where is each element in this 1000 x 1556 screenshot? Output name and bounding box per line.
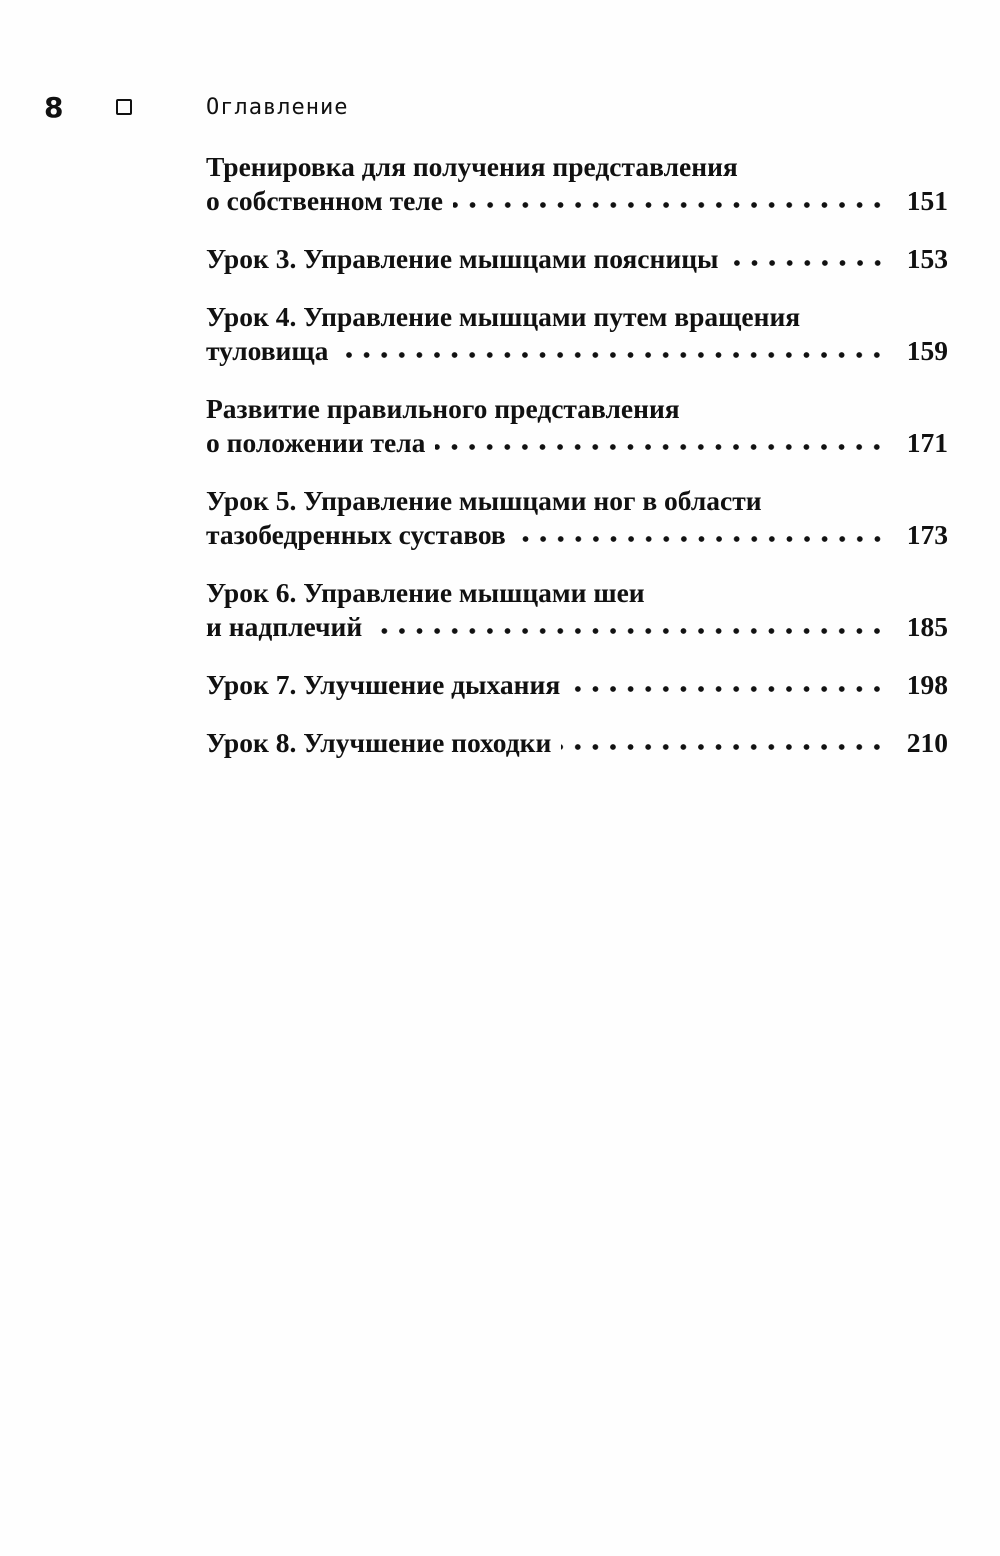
- toc-entry-last-line: [206, 668, 948, 702]
- toc-entry-last-line: [206, 426, 948, 460]
- toc-entry-last-line: [206, 518, 948, 552]
- dot-leader: [338, 352, 886, 358]
- toc-entry-title-end: тазобедренных суставов: [206, 519, 506, 550]
- section-title: Оглавление: [206, 95, 349, 120]
- toc-entry-title-end: и надплечий: [206, 611, 363, 642]
- toc-entry-title-end: Урок 3. Управление мышцами поясницы: [206, 243, 719, 274]
- toc-page-number: 151: [906, 185, 948, 216]
- toc-entry: [206, 484, 948, 552]
- toc-entry-title-end: Урок 7. Улучшение дыхания: [206, 669, 561, 700]
- toc-entry: [206, 150, 948, 218]
- dot-leader: [372, 628, 886, 634]
- toc-entry-title-end: о собственном теле: [206, 185, 443, 216]
- page-number: 8: [44, 91, 64, 124]
- toc-entry: [206, 668, 948, 702]
- toc-entry-last-line: [206, 726, 948, 760]
- dot-leader: [570, 686, 886, 692]
- dot-leader: [561, 744, 886, 750]
- table-of-contents: [206, 150, 948, 784]
- toc-entry: [206, 726, 948, 760]
- dot-leader: [453, 202, 886, 208]
- toc-page-number: 159: [906, 335, 948, 366]
- dot-leader: [435, 444, 886, 450]
- toc-page-number: 198: [906, 669, 948, 700]
- toc-entry: [206, 242, 948, 276]
- toc-page-number: 173: [906, 519, 948, 550]
- toc-entry-title-end: Урок 8. Улучшение походки: [206, 727, 552, 758]
- toc-entry-last-line: [206, 334, 948, 368]
- toc-page-number: 210: [906, 727, 948, 758]
- square-bullet-icon: [116, 99, 132, 115]
- toc-page-number: 171: [906, 427, 948, 458]
- dot-leader: [729, 260, 886, 266]
- toc-page-number: 153: [906, 243, 948, 274]
- toc-entry-title-end: туловища: [206, 335, 329, 366]
- toc-entry: [206, 576, 948, 644]
- toc-entry-last-line: [206, 184, 948, 218]
- toc-entry: [206, 392, 948, 460]
- toc-entry-title-line: Развитие правильного представления: [206, 393, 680, 424]
- toc-entry-last-line: [206, 242, 948, 276]
- toc-entry-title-line: Урок 5. Управление мышцами ног в области: [206, 485, 762, 516]
- toc-entry-title-line: Тренировка для получения представления: [206, 151, 738, 182]
- toc-entry-title-end: о положении тела: [206, 427, 426, 458]
- dot-leader: [516, 536, 886, 542]
- toc-entry-last-line: [206, 610, 948, 644]
- toc-entry-title-line: Урок 6. Управление мышцами шеи: [206, 577, 645, 608]
- toc-entry-title-line: Урок 4. Управление мышцами путем вращения: [206, 301, 801, 332]
- toc-entry: [206, 300, 948, 368]
- toc-page-number: 185: [906, 611, 948, 642]
- running-header: [44, 90, 954, 130]
